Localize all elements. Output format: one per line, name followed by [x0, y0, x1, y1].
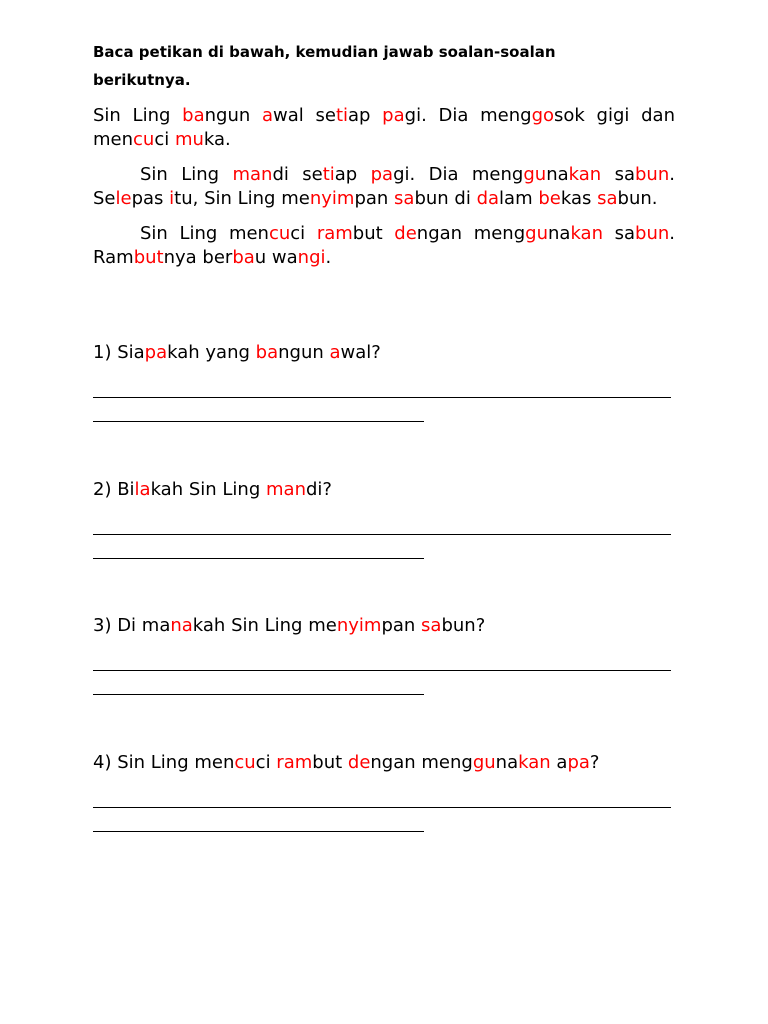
highlighted-syllable: nyim	[309, 188, 355, 209]
highlighted-syllable: bun	[634, 164, 670, 185]
text-segment: gi. Dia meng	[393, 164, 524, 185]
highlighted-syllable: cu	[234, 752, 256, 773]
highlighted-syllable: kan	[518, 752, 551, 773]
highlighted-syllable: na	[170, 615, 193, 636]
text-segment: 2) Bi	[93, 479, 135, 500]
text-segment: Sin Ling	[140, 164, 233, 185]
text-segment: di se	[272, 164, 323, 185]
text-segment: pan	[381, 615, 422, 636]
text-segment: pas	[131, 188, 170, 209]
text-segment: ?	[589, 752, 600, 773]
text-segment: .	[325, 247, 332, 268]
highlighted-syllable: a	[329, 342, 341, 363]
text-segment: lam	[499, 188, 539, 209]
text-segment: sok gigi dan men	[93, 105, 675, 150]
highlighted-syllable: ba	[255, 342, 279, 363]
highlighted-syllable: mu	[174, 129, 204, 150]
text-segment: ngun	[278, 342, 330, 363]
text-segment: wal?	[340, 342, 381, 363]
text-segment: Sin Ling	[93, 105, 183, 126]
text-segment: pan	[354, 188, 395, 209]
text-segment: . Se	[93, 164, 675, 209]
text-segment: a	[550, 752, 568, 773]
answer-line-2a[interactable]	[93, 534, 671, 535]
highlighted-syllable: nyim	[336, 615, 382, 636]
text-segment: sa	[601, 164, 635, 185]
text-segment: 1) Sia	[93, 342, 145, 363]
question-4	[93, 751, 683, 775]
text-segment: 4) Sin Ling men	[93, 752, 235, 773]
text-segment: bun.	[617, 188, 658, 209]
answer-line-4a[interactable]	[93, 807, 671, 808]
highlighted-syllable: ram	[276, 752, 313, 773]
text-segment: kas	[560, 188, 598, 209]
reading-passage	[93, 104, 675, 281]
text-segment: ci	[290, 223, 317, 244]
highlighted-syllable: bun	[635, 223, 670, 244]
text-segment: ngun	[204, 105, 262, 126]
passage-paragraph-1	[93, 104, 675, 152]
answer-line-4b[interactable]	[93, 831, 424, 832]
text-segment: but	[312, 752, 348, 773]
passage-paragraph-2	[93, 163, 675, 211]
text-segment: di?	[305, 479, 332, 500]
highlighted-syllable: de	[347, 752, 371, 773]
answer-line-3a[interactable]	[93, 670, 671, 671]
highlighted-syllable: gu	[472, 752, 496, 773]
text-segment: ci	[154, 129, 175, 150]
highlighted-syllable: le	[115, 188, 132, 209]
text-segment: na	[547, 223, 571, 244]
text-segment: but	[352, 223, 395, 244]
text-segment: wal se	[273, 105, 336, 126]
text-segment: bun di	[414, 188, 477, 209]
highlighted-syllable: cu	[133, 129, 155, 150]
text-segment: ap	[334, 164, 371, 185]
highlighted-syllable: i	[169, 188, 175, 209]
highlighted-syllable: ram	[316, 223, 353, 244]
text-segment: na	[546, 164, 569, 185]
highlighted-syllable: de	[394, 223, 417, 244]
highlighted-syllable: a	[261, 105, 274, 126]
highlighted-syllable: kan	[570, 223, 603, 244]
answer-line-1b[interactable]	[93, 421, 424, 422]
highlighted-syllable: da	[476, 188, 500, 209]
highlighted-syllable: ba	[232, 247, 255, 268]
highlighted-syllable: ba	[182, 105, 205, 126]
text-segment: na	[495, 752, 519, 773]
highlighted-syllable: pa	[370, 164, 394, 185]
instruction-line-1: Baca petikan di bawah, kemudian jawab soalan-soalan	[93, 43, 556, 61]
question-1	[93, 341, 683, 365]
answer-line-2b[interactable]	[93, 558, 424, 559]
highlighted-syllable: be	[538, 188, 561, 209]
text-segment: 3) Di ma	[93, 615, 171, 636]
text-segment: bun?	[441, 615, 486, 636]
text-segment: . Ram	[93, 223, 675, 268]
highlighted-syllable: gu	[525, 223, 548, 244]
highlighted-syllable: sa	[394, 188, 415, 209]
text-segment: ka.	[203, 129, 231, 150]
text-segment: tu, Sin Ling me	[174, 188, 310, 209]
text-segment: gi. Dia meng	[404, 105, 532, 126]
question-3	[93, 614, 683, 638]
text-segment: Sin Ling men	[140, 223, 269, 244]
highlighted-syllable: man	[232, 164, 273, 185]
highlighted-syllable: ti	[322, 164, 335, 185]
highlighted-syllable: go	[531, 105, 555, 126]
text-segment: ap	[348, 105, 383, 126]
text-segment: kah Sin Ling	[150, 479, 266, 500]
highlighted-syllable: kan	[568, 164, 602, 185]
passage-paragraph-3	[93, 222, 675, 270]
highlighted-syllable: pa	[144, 342, 168, 363]
highlighted-syllable: sa	[597, 188, 618, 209]
highlighted-syllable: gu	[523, 164, 547, 185]
answer-line-3b[interactable]	[93, 694, 424, 695]
instruction-text	[93, 38, 675, 94]
text-segment: ci	[255, 752, 277, 773]
text-segment: nya ber	[163, 247, 233, 268]
text-segment: sa	[602, 223, 636, 244]
highlighted-syllable: sa	[421, 615, 442, 636]
text-segment: kah Sin Ling me	[192, 615, 337, 636]
highlighted-syllable: man	[266, 479, 306, 500]
instruction-line-2: berikutnya.	[93, 71, 191, 89]
question-2	[93, 478, 683, 502]
highlighted-syllable: cu	[268, 223, 291, 244]
highlighted-syllable: pa	[567, 752, 590, 773]
text-segment: ngan meng	[416, 223, 526, 244]
highlighted-syllable: but	[133, 247, 164, 268]
highlighted-syllable: ti	[335, 105, 348, 126]
text-segment: kah yang	[167, 342, 256, 363]
answer-line-1a[interactable]	[93, 397, 671, 398]
text-segment: u wa	[254, 247, 298, 268]
highlighted-syllable: ngi	[297, 247, 326, 268]
text-segment: ngan meng	[370, 752, 473, 773]
highlighted-syllable: la	[134, 479, 151, 500]
highlighted-syllable: pa	[382, 105, 405, 126]
